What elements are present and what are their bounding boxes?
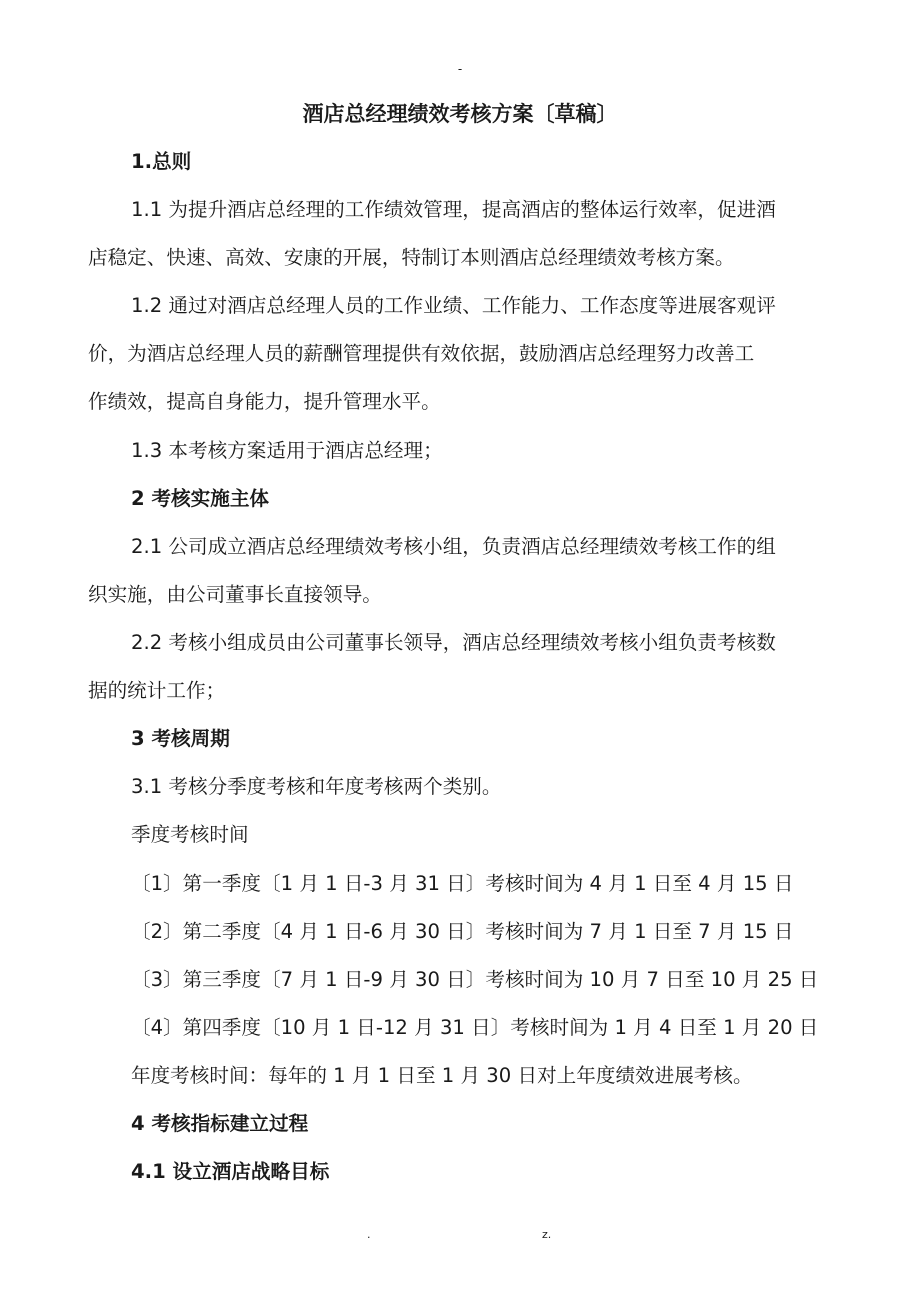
section-heading-indicators: 4 考核指标建立过程 (131, 1112, 309, 1135)
schedule-line: 〔4〕第四季度〔10 月 1 日-12 月 31 日〕考核时间为 1 月 4 日至 1 月 20 日 (131, 1016, 819, 1039)
document-title: 酒店总经理绩效考核方案〔草稿〕 (302, 102, 618, 126)
section-heading-cycle: 3 考核周期 (131, 727, 230, 750)
schedule-line: 〔1〕第一季度〔1 月 1 日-3 月 31 日〕考核时间为 4 月 1 日至 4 月 15 日 (131, 872, 794, 895)
paragraph-line: 1.2 通过对酒店总经理人员的工作业绩、工作能力、工作态度等进展客观评 (131, 294, 776, 317)
section-heading-general: 1.总则 (131, 150, 192, 173)
footer-mark-right: z. (542, 1228, 552, 1241)
paragraph-line: 季度考核时间 (131, 823, 249, 846)
paragraph-line: 据的统计工作； (88, 679, 226, 702)
paragraph-line: 织实施，由公司董事长直接领导。 (88, 583, 382, 606)
paragraph-line: 1.1 为提升酒店总经理的工作绩效管理，提高酒店的整体运行效率，促进酒 (131, 198, 776, 221)
paragraph-line: 1.3 本考核方案适用于酒店总经理； (131, 439, 443, 462)
schedule-line: 〔2〕第二季度〔4 月 1 日-6 月 30 日〕考核时间为 7 月 1 日至 7 月 15 日 (131, 920, 794, 943)
paragraph-line: 2.1 公司成立酒店总经理绩效考核小组，负责酒店总经理绩效考核工作的组 (131, 535, 776, 558)
header-mark: - (457, 62, 463, 76)
section-heading-subject: 2 考核实施主体 (131, 487, 270, 510)
footer-mark-left: . (367, 1228, 371, 1241)
paragraph-line: 店稳定、快速、高效、安康的开展，特制订本则酒店总经理绩效考核方案。 (88, 246, 735, 269)
schedule-line: 〔3〕第三季度〔7 月 1 日-9 月 30 日〕考核时间为 10 月 7 日至 10 月 25 日 (131, 968, 819, 991)
paragraph-line: 年度考核时间：每年的 1 月 1 日至 1 月 30 日对上年度绩效进展考核。 (131, 1064, 753, 1087)
paragraph-line: 价，为酒店总经理人员的薪酬管理提供有效依据，鼓励酒店总经理努力改善工 (88, 342, 755, 365)
paragraph-line: 作绩效，提高自身能力，提升管理水平。 (88, 390, 441, 413)
paragraph-line: 2.2 考核小组成员由公司董事长领导，酒店总经理绩效考核小组负责考核数 (131, 631, 776, 654)
subsection-heading: 4.1 设立酒店战略目标 (131, 1160, 330, 1183)
paragraph-line: 3.1 考核分季度考核和年度考核两个类别。 (131, 775, 502, 798)
